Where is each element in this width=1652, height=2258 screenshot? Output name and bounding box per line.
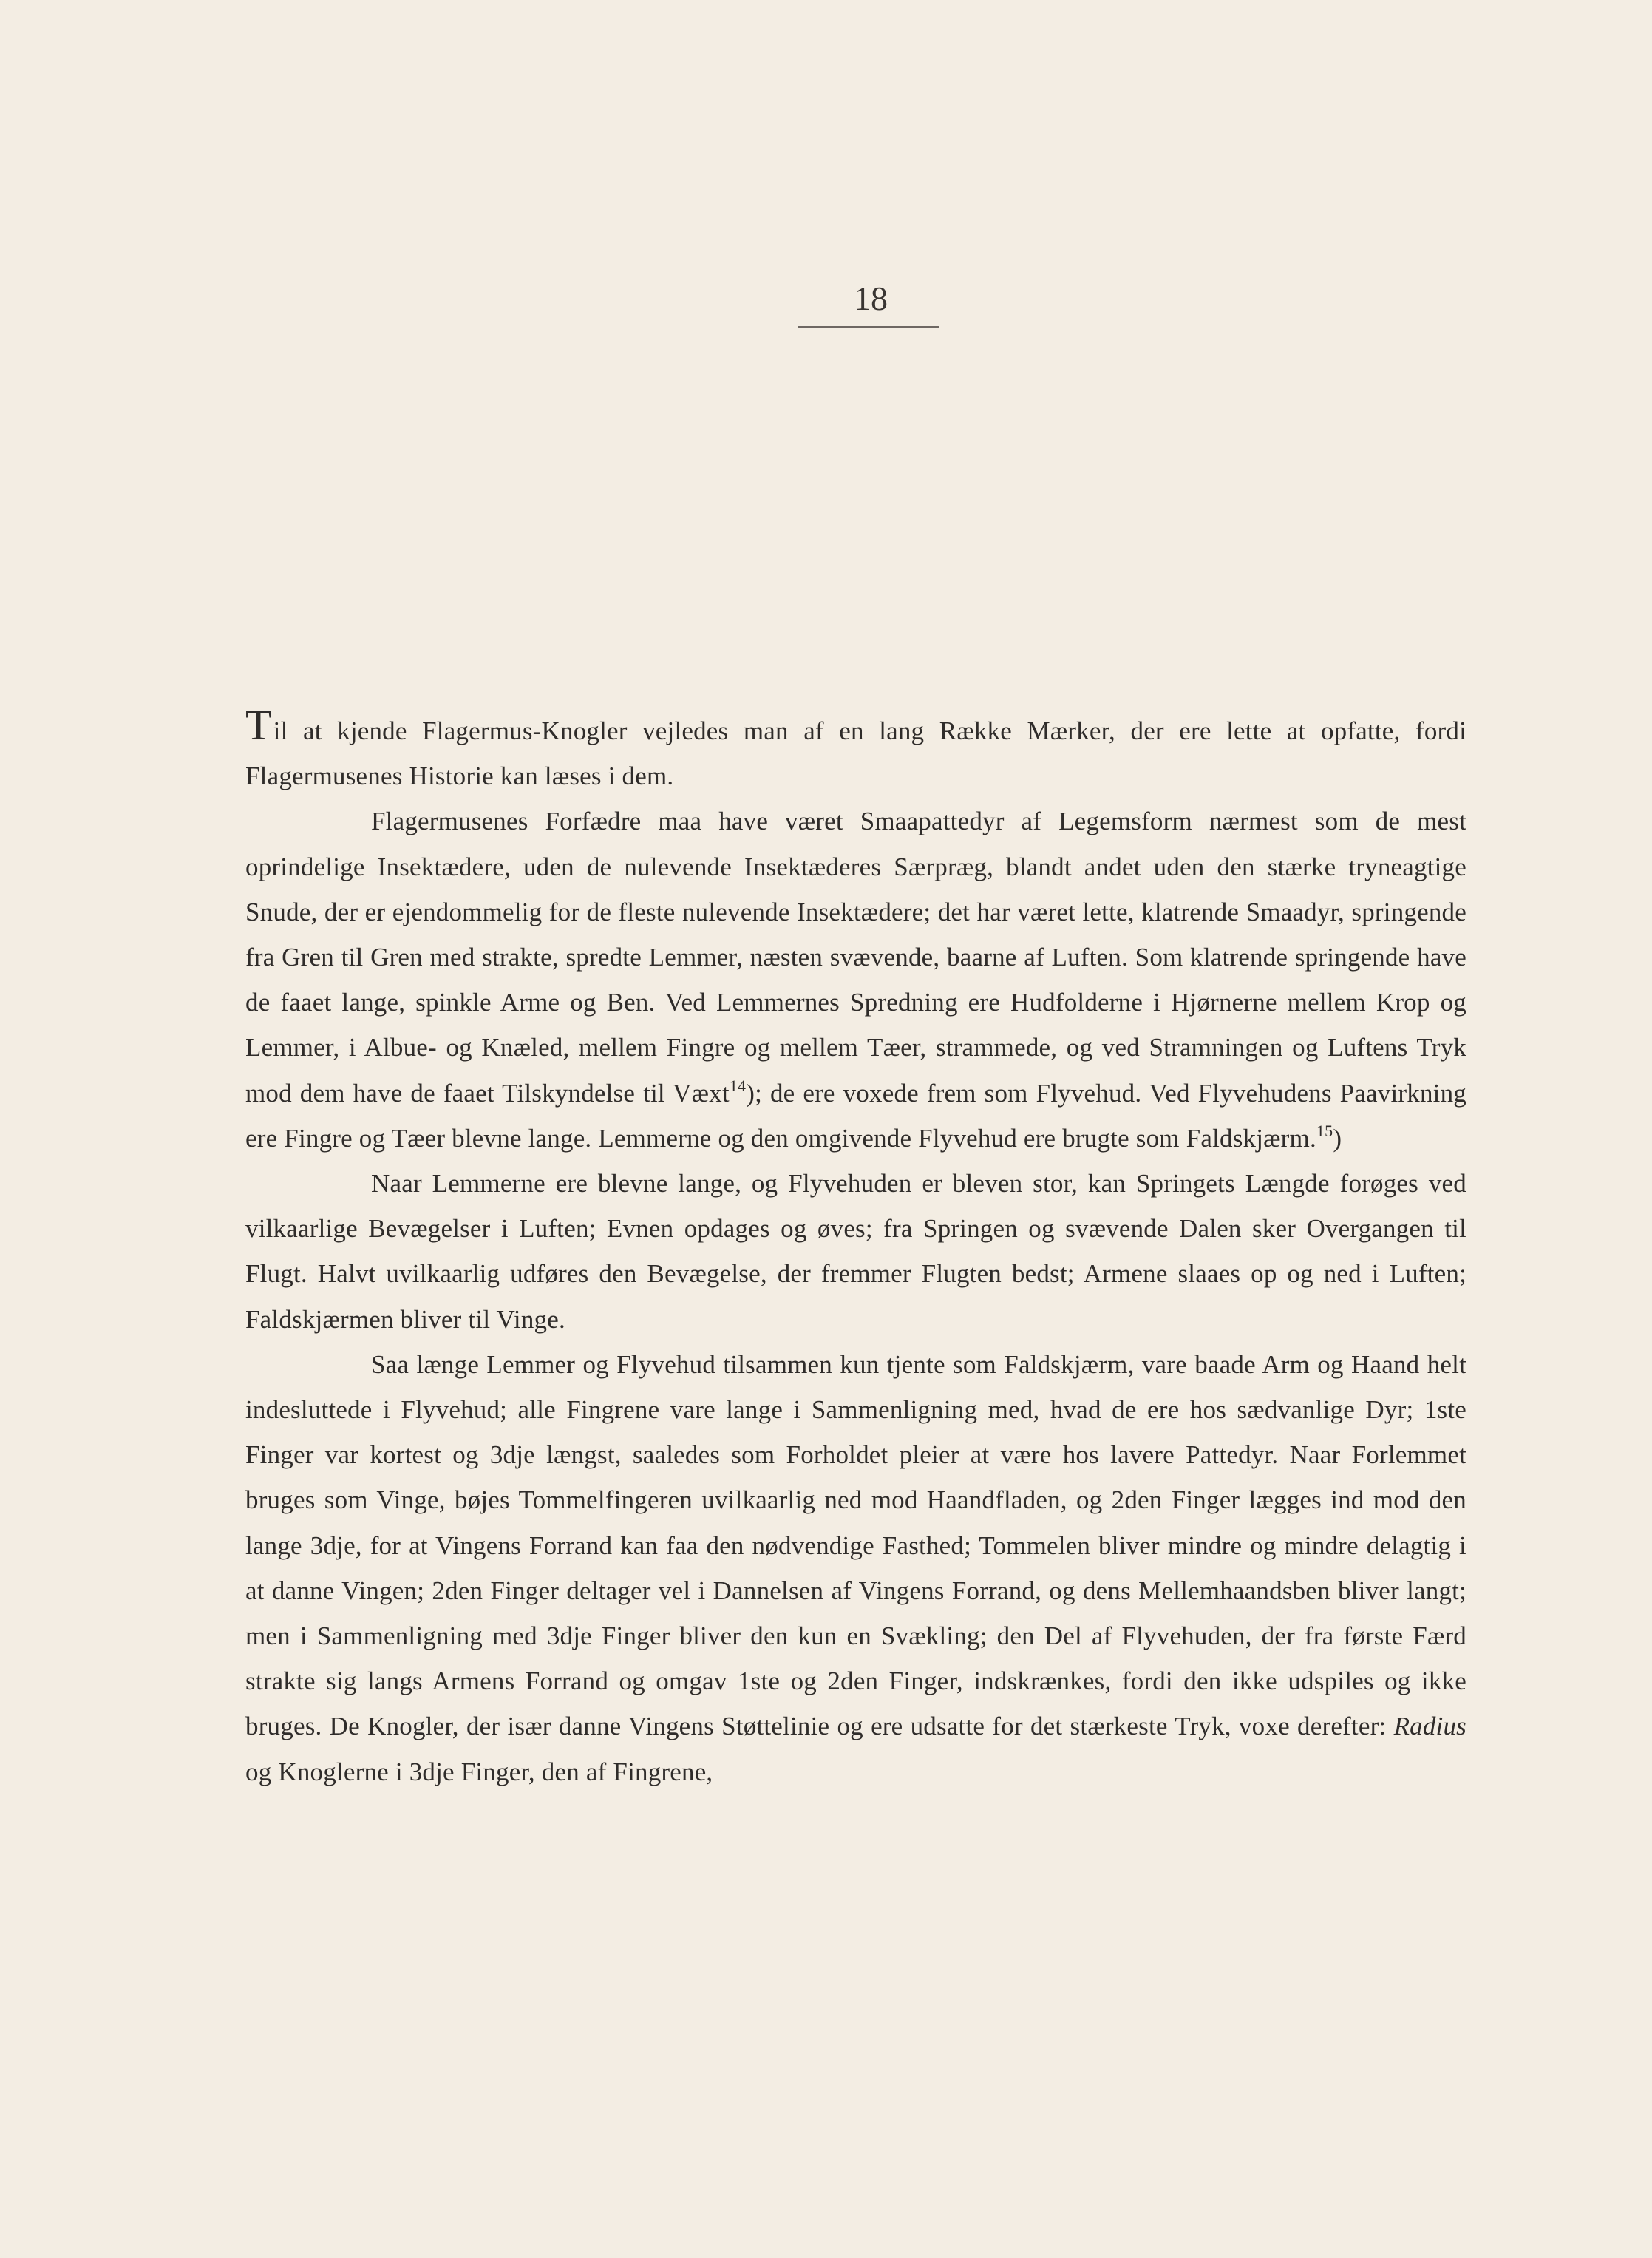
footnote-ref-14: 14 — [729, 1076, 747, 1095]
paragraph-1-text: il at kjende Flagermus-Knogler vejledes man af en lang Række Mærker, der ere lette at opfatte, fordi Flagermusenes Historie kan læses i dem. — [245, 716, 1466, 791]
paragraph-2 — [245, 799, 1466, 1161]
paragraph-4-text-b: og Knoglerne i 3dje Finger, den af Fingrene, — [245, 1757, 713, 1786]
body-text — [245, 701, 1466, 1794]
paragraph-4-text-a: Saa længe Lemmer og Flyvehud tilsammen kun tjente som Faldskjærm, vare baade Arm og Haand helt indesluttede i Flyvehud; alle Fingrene vare lange i Sammenligning med, hvad de ere hos sædvanlige Dyr; 1ste Finger var kortest og 3dje længst, saaledes som Forholdet pleier at være hos lavere Pattedyr. Naar Forlemmet bruges som Vinge, bøjes Tommelfingeren uvilkaarlig ned mod Haandfladen, og 2den Finger lægges ind mod den lange 3dje, for at Vingens Forrand kan faa den nødvendige Fasthed; Tommelen bliver mindre og mindre delagtig i at danne Vingen; 2den Finger deltager vel i Dannelsen af Vingens Forrand, og dens Mellemhaandsben bliver langt; men i Sammenligning med 3dje Finger bliver den kun en Svækling; den Del af Flyvehuden, der fra første Færd strakte sig langs Armens Forrand og omgav 1ste og 2den Finger, indskrænkes, fordi den ikke udspiles og ikke bruges. De Knogler, der især danne Vingens Støttelinie og ere udsatte for det stærkeste Tryk, voxe derefter: — [245, 1349, 1466, 1741]
footnote-ref-15: 15 — [1316, 1121, 1333, 1140]
italic-term-radius: Radius — [1393, 1712, 1466, 1741]
paragraph-2-text-c: ) — [1333, 1123, 1342, 1153]
paragraph-2-text-b: ); de ere voxede frem som Flyvehud. Ved Flyvehudens Paavirkning ere Fingre og Tæer blevne lange. Lemmerne og den omgivende Flyvehud ere brugte som Faldskjærm. — [245, 1078, 1466, 1153]
paragraph-4 — [245, 1342, 1466, 1794]
paragraph-2-text-a: Flagermusenes Forfædre maa have været Smaapattedyr af Legemsform nærmest som de mest oprindelige Insektædere, uden de nulevende Insektæderes Særpræg, blandt andet uden den stærke tryneagtige Snude, der er ejendommelig for de fleste nulevende Insektædere; det har været lette, klatrende Smaadyr, springende fra Gren til Gren med strakte, spredte Lemmer, næsten svævende, baarne af Luften. Som klatrende springende have de faaet lange, spinkle Arme og Ben. Ved Lemmernes Spredning ere Hudfolderne i Hjørnerne mellem Krop og Lemmer, i Albue- og Knæled, mellem Fingre og mellem Tæer, strammede, og ved Stramningen og Luftens Tryk mod dem have de faaet Tilskyndelse til Væxt — [245, 807, 1466, 1108]
page-number-rule — [798, 326, 939, 328]
drop-cap: T — [245, 701, 272, 749]
paragraph-3-text: Naar Lemmerne ere blevne lange, og Flyvehuden er bleven stor, kan Springets Længde forøges ved vilkaarlige Bevægelser i Luften; Evnen opdages og øves; fra Springen og svævende Dalen sker Overgangen til Flugt. Halvt uvilkaarlig udføres den Bevægelse, der fremmer Flugten bedst; Armene slaaes op og ned i Luften; Faldskjærmen bliver til Vinge. — [245, 1169, 1466, 1334]
page-number: 18 — [854, 279, 888, 317]
paragraph-3 — [245, 1161, 1466, 1342]
paragraph-1 — [245, 701, 1466, 799]
